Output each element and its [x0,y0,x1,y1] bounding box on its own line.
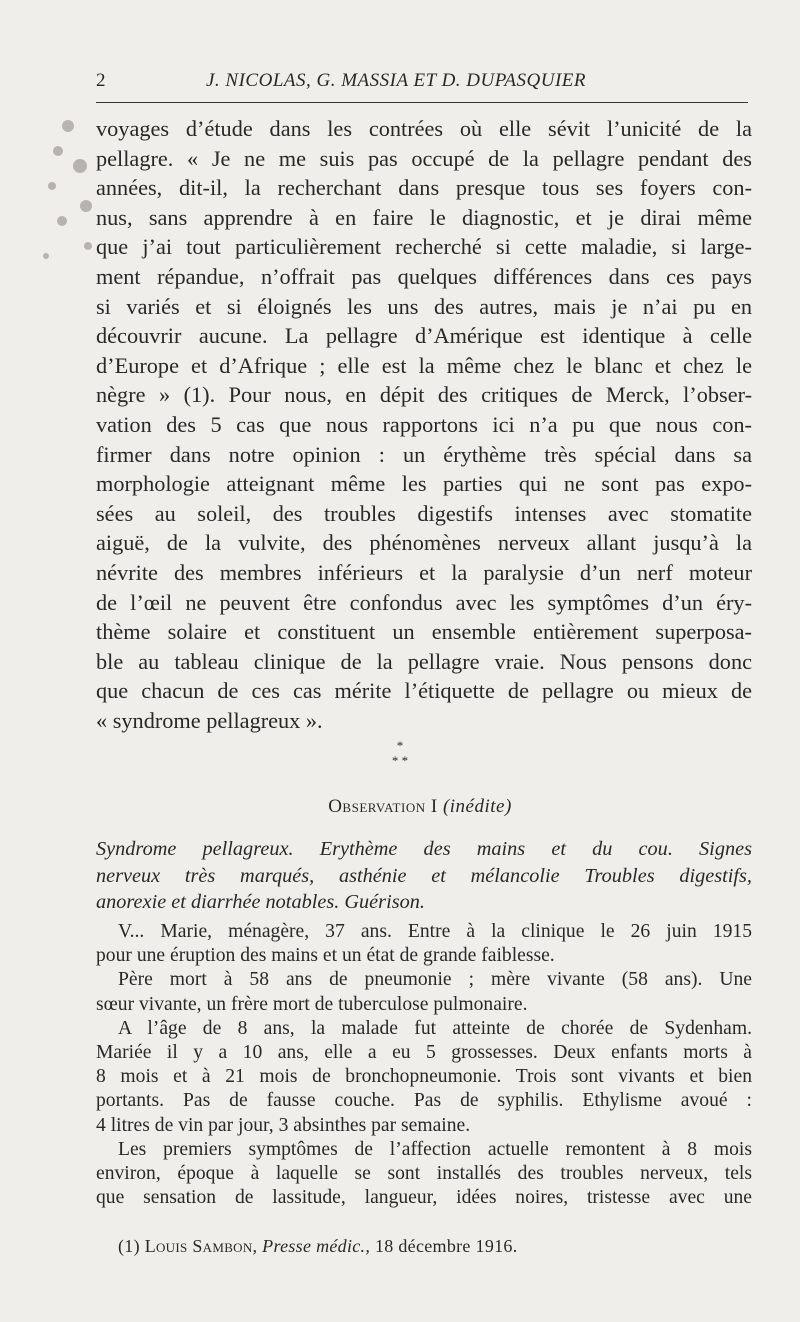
body-line: thème solaire et constituent un ensemble entièrement superposa- [96,619,752,645]
case-summary [96,836,752,916]
case-line: Mariée il y a 10 ans, elle a eu 5 grossesses. Deux enfants morts à [96,1042,752,1064]
body-line: aiguë, de la vulvite, des phénomènes nerveux allant jusqu’à la [96,530,752,556]
body-line: découvrir aucune. La pellagre d’Amérique est identique à celle [96,323,752,349]
running-title: J. NICOLAS, G. MASSIA ET D. DUPASQUIER [206,70,586,91]
section-separator [0,738,800,768]
observation-label: Observation I [328,796,438,817]
footnote-date: 18 décembre 1916. [374,1236,518,1256]
observation-qualifier: (inédite) [442,796,512,817]
separator-star-top: * [396,738,404,753]
body-line: firmer dans notre opinion : un érythème très spécial dans sa [96,441,752,467]
case-line: environ, époque à laquelle se sont installés des troubles nerveux, tels [96,1163,752,1185]
body-line: morphologie atteignant même les parties qui ne sont pas expo- [96,471,752,497]
body-line: ment répandue, n’offrait pas quelques différences dans ces pays [96,263,752,289]
separator-star-bottom: * * [391,753,409,768]
body-line: d’Europe et d’Afrique ; elle est la même chez le blanc et chez le [96,352,752,378]
footnote-journal: Presse médic., [262,1236,371,1256]
summary-line: anorexie et diarrhée notables. Guérison. [96,891,425,913]
case-line: que sensation de lassitude, langueur, idées noires, tristesse avec une [96,1187,752,1209]
body-line: de l’œil ne peuvent être confondus avec les symptômes d’un éry- [96,589,752,615]
case-report [96,920,752,1210]
body-line: ble au tableau clinique de la pellagre vraie. Nous pensons donc [96,648,752,674]
body-paragraph [96,114,752,735]
body-line: voyages d’étude dans les contrées où elle sévit l’unicité de la [96,116,752,141]
case-line: 8 mois et à 21 mois de bronchopneumonie. Trois sont vivants et bien [96,1066,752,1088]
case-line: sœur vivante, un frère mort de tuberculose pulmonaire. [96,993,528,1015]
case-line: 4 litres de vin par jour, 3 absinthes par semaine. [96,1114,471,1136]
body-line: névrite des membres inférieurs et la paralysie d’un nerf moteur [96,559,752,585]
summary-line: nerveux très marqués, asthénie et mélancolie Troubles digestifs, [96,864,752,887]
observation-heading [0,796,800,818]
running-head [96,68,748,98]
case-line: Les premiers symptômes de l’affection actuelle remontent à 8 mois [118,1138,752,1160]
footnote-author: Louis Sambon, [144,1236,258,1256]
body-line: vation des 5 cas que nous rapportons ici n’a pu que nous con- [96,411,752,437]
case-line: A l’âge de 8 ans, la malade fut atteinte de chorée de Sydenham. [118,1017,752,1039]
case-line: Père mort à 58 ans de pneumonie ; mère vivante (58 ans). Une [118,969,752,991]
header-rule [96,102,748,103]
body-line: que chacun de ces cas mérite l’étiquette de pellagre ou mieux de [96,678,752,704]
page-number: 2 [96,70,106,91]
body-line: que j’ai tout particulièrement recherché si cette maladie, si large- [96,234,752,260]
body-line: sées au soleil, des troubles digestifs intenses avec stomatite [96,500,752,526]
footnote-marker: (1) [118,1236,140,1256]
case-line: portants. Pas de fausse couche. Pas de syphilis. Ethylisme avoué : [96,1090,752,1112]
case-line: V... Marie, ménagère, 37 ans. Entre à la clinique le 26 juin 1915 [118,921,752,942]
body-line: si variés et si éloignés les uns des autres, mais je n’ai pu en [96,293,752,319]
body-line: nègre » (1). Pour nous, en dépit des critiques de Merck, l’obser- [96,382,752,408]
summary-line: Syndrome pellagreux. Erythème des mains et du cou. Signes [96,838,752,860]
body-line: « syndrome pellagreux ». [96,707,323,733]
body-line: années, dit-il, la recherchant dans presque tous ses foyers con- [96,175,752,201]
body-line: nus, sans apprendre à en faire le diagnostic, et je dirai même [96,204,752,230]
footnote [118,1236,518,1257]
case-line: pour une éruption des mains et un état de grande faiblesse. [96,945,555,967]
body-line: pellagre. « Je ne me suis pas occupé de la pellagre pendant des [96,145,752,171]
